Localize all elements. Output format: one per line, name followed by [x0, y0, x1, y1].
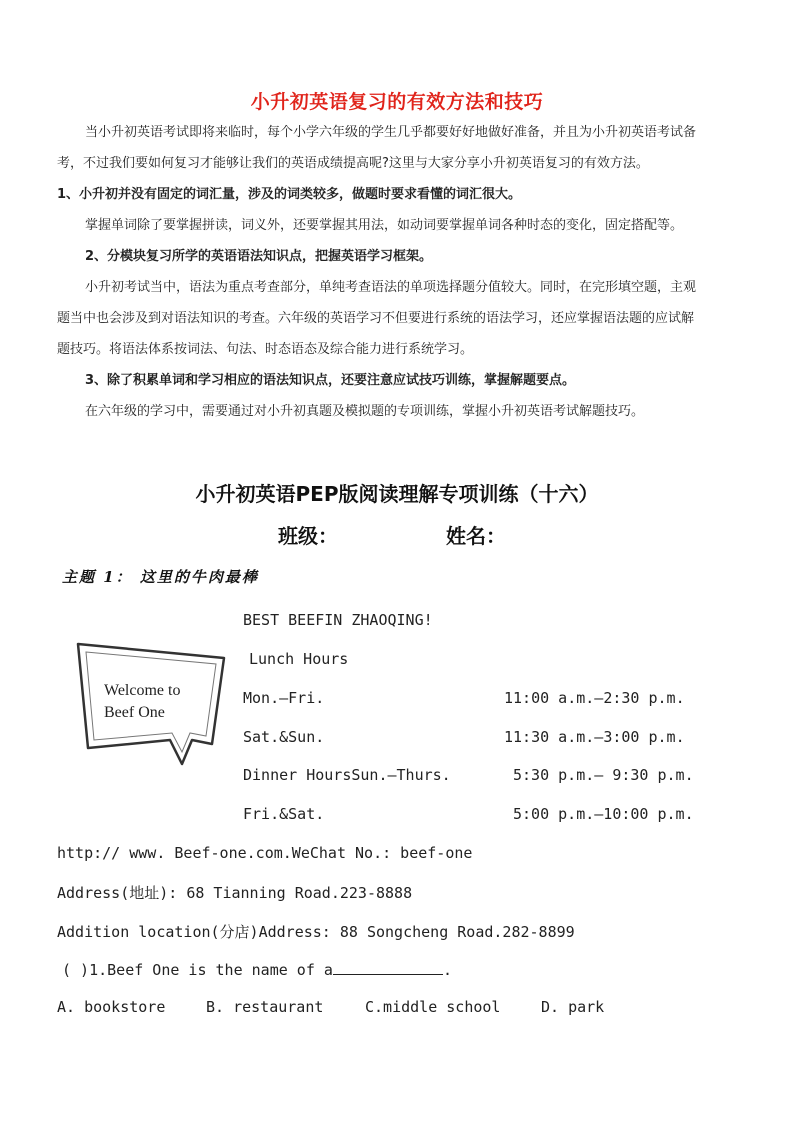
- row3-time: 5:30 p.m.— 9:30 p.m.: [513, 766, 694, 784]
- address2-line: Addition location(分店)Address: 88 Songcheng Road.282-8899: [57, 923, 575, 941]
- heading-3: 3、除了积累单词和学习相应的语法知识点，还要注意应试技巧训练，掌握解题要点。: [85, 373, 576, 388]
- row3-day: Dinner HoursSun.—Thurs.: [243, 766, 451, 784]
- intro-paragraph-3a: 小升初考试当中，语法为重点考查部分，单纯考查语法的单项选择题分值较大。同时，在完形填空题，主观: [85, 280, 697, 295]
- option-b: B. restaurant: [206, 998, 324, 1016]
- row1-day: Mon.—Fri.: [243, 689, 325, 707]
- intro-paragraph-3c: 题技巧。将语法体系按词法、句法、时态语态及综合能力进行系统学习。: [57, 342, 474, 357]
- web-line: http:// www. Beef-one.com.WeChat No.: beef-one: [57, 844, 473, 862]
- intro-paragraph-3b: 题当中也会涉及到对语法知识的考查。六年级的英语学习不但要进行系统的语法学习，还应掌握语法题的应试解: [57, 311, 695, 326]
- bubble-text: [104, 680, 214, 724]
- heading-1: 1、小升初并没有固定的词汇量，涉及的词类较多，做题时要求看懂的词汇很大。: [57, 187, 522, 202]
- intro-paragraph-4: 在六年级的学习中，需要通过对小升初真题及模拟题的专项训练，掌握小升初英语考试解题技巧。: [85, 404, 645, 419]
- intro-paragraph-1b: 考，不过我们要如何复习才能够让我们的英语成绩提高呢?这里与大家分享小升初英语复习的有效方法。: [57, 156, 649, 171]
- row4-day: Fri.&Sat.: [243, 805, 325, 823]
- question-1-period: .: [442, 961, 452, 979]
- page-title: 小升初英语复习的有效方法和技巧: [250, 91, 544, 113]
- ad-headline: BEST BEEFIN ZHAOQING!: [243, 611, 433, 629]
- question-1: [62, 960, 452, 979]
- class-label: 班级：: [278, 524, 338, 548]
- bubble-line-2: Beef One: [104, 704, 165, 721]
- row4-time: 5:00 p.m.—10:00 p.m.: [513, 805, 694, 823]
- intro-section: [57, 117, 741, 427]
- intro-paragraph-1: 当小升初英语考试即将来临时，每个小学六年级的学生几乎都要好好地做好准备，并且为小升初英语考试备: [85, 125, 697, 140]
- exercise-title: 小升初英语PEP版阅读理解专项训练（十六）: [195, 482, 599, 506]
- lunch-hours-label: Lunch Hours: [249, 650, 349, 668]
- theme-heading: 主题 1： 这里的牛肉最棒: [62, 568, 259, 586]
- intro-paragraph-2: 掌握单词除了要掌握拼读，词义外，还要掌握其用法，如动词要掌握单词各种时态的变化，固定搭配等。: [85, 218, 684, 233]
- row2-time: 11:30 a.m.—3:00 p.m.: [504, 728, 685, 746]
- option-c: C.middle school: [365, 998, 501, 1016]
- heading-2: 2、分模块复习所学的英语语法知识点，把握英语学习框架。: [85, 249, 433, 264]
- question-1-text: ( )1.Beef One is the name of a: [62, 961, 333, 979]
- option-a: A. bookstore: [57, 998, 166, 1016]
- bubble-line-1: Welcome to: [104, 682, 181, 699]
- name-label: 姓名：: [446, 524, 506, 548]
- row2-day: Sat.&Sun.: [243, 728, 325, 746]
- option-d: D. park: [541, 998, 605, 1016]
- answer-blank[interactable]: [333, 960, 443, 975]
- address-line: Address(地址): 68 Tianning Road.223-8888: [57, 884, 413, 902]
- row1-time: 11:00 a.m.—2:30 p.m.: [504, 689, 685, 707]
